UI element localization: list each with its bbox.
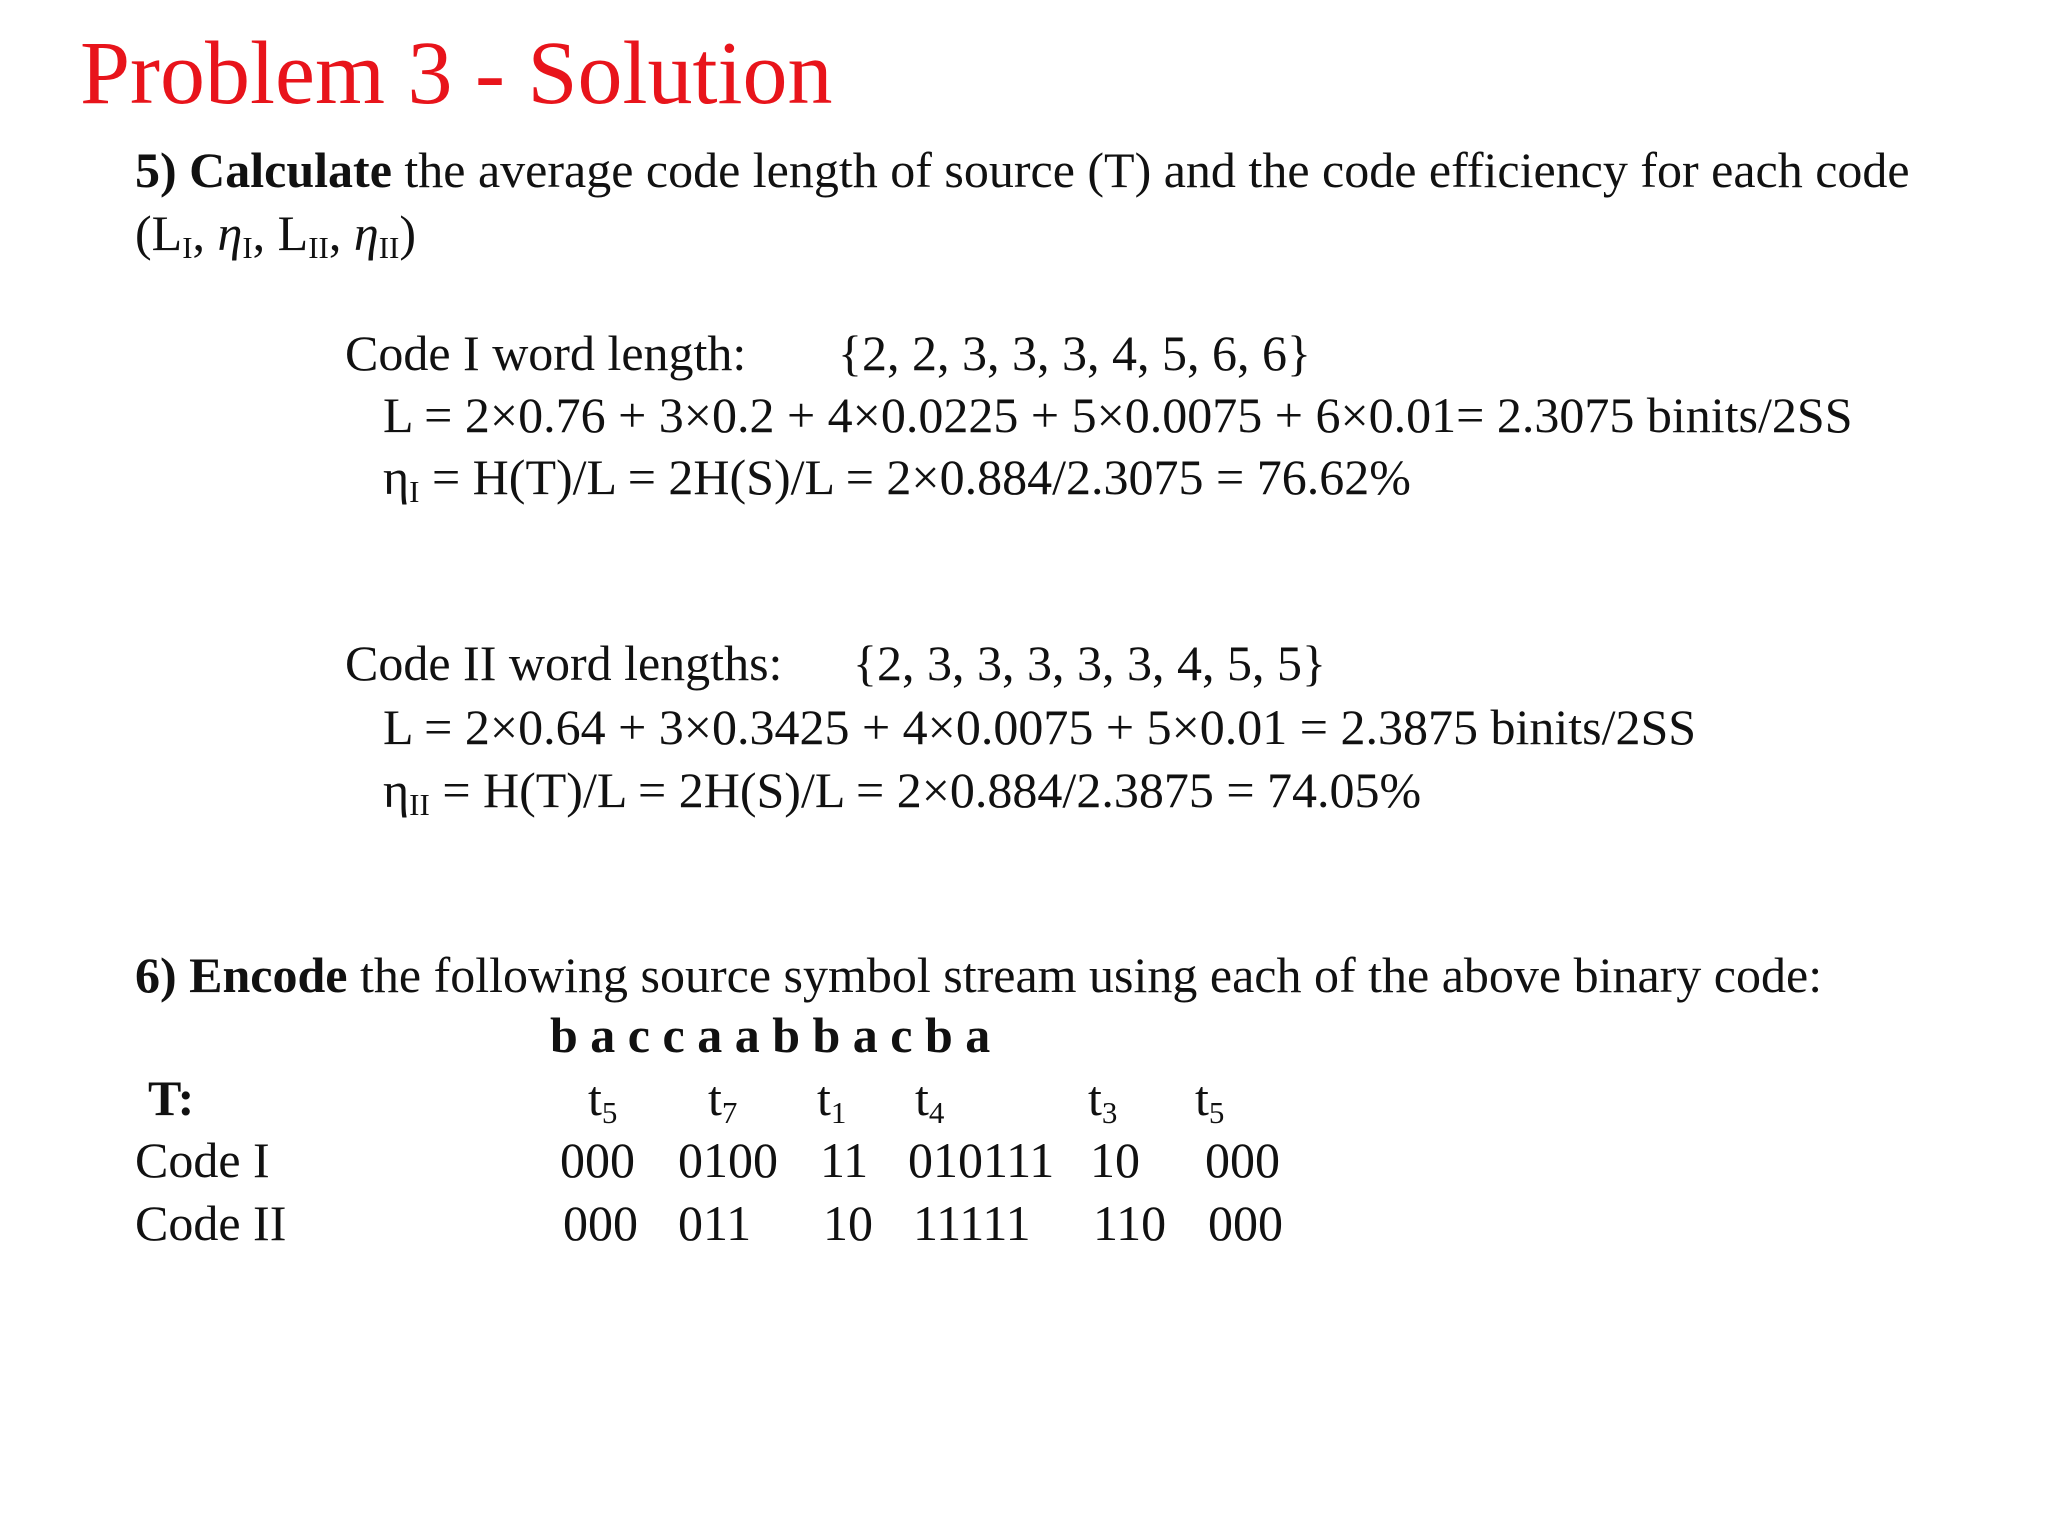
- page-title: Problem 3 - Solution: [80, 24, 833, 123]
- code1-cell: 010111: [908, 1132, 1055, 1188]
- sub-II: II: [378, 229, 400, 265]
- var-eta: η: [217, 205, 243, 261]
- code1-cell: 000: [560, 1132, 635, 1188]
- comma: ,: [328, 205, 354, 261]
- symbol-cell: $t_7$: [708, 1070, 738, 1130]
- question-6-line: [135, 945, 1822, 1005]
- paren-close: ): [399, 205, 416, 261]
- question-6-text: the following source symbol stream using each of the above binary code:: [360, 947, 1823, 1003]
- code2-lengths-set: {2, 3, 3, 3, 3, 3, 4, 5, 5}: [853, 635, 1326, 691]
- efficiency-equation: = H(T)/L = 2H(S)/L = 2×0.884/2.3875 = 74.05%: [429, 762, 1422, 818]
- comma: ,: [192, 205, 218, 261]
- efficiency-equation: = H(T)/L = 2H(S)/L = 2×0.884/2.3075 = 76.62%: [419, 449, 1411, 505]
- symbol-stream: b a c c a a b b a c b a: [550, 1007, 991, 1063]
- symbol-cell: $t_4$: [915, 1070, 945, 1130]
- code2-cell: 011: [678, 1195, 752, 1251]
- code2-heading: Code II word lengths:: [345, 635, 783, 691]
- code2-average-length: L = 2×0.64 + 3×0.3425 + 4×0.0075 + 5×0.01 = 2.3875 binits/2SS: [383, 699, 1697, 755]
- code1-heading: Code I word length:: [345, 325, 747, 381]
- var-L: L: [277, 205, 309, 261]
- var-L: L: [151, 205, 183, 261]
- sub-II: II: [308, 229, 329, 265]
- sub-I: I: [242, 229, 253, 265]
- question-5-text: the average code length of source (T) and the code efficiency for each code: [404, 142, 1910, 198]
- row-label-T: T:: [148, 1070, 195, 1126]
- symbol-cell: $t_5$: [588, 1070, 618, 1130]
- paren-open: (: [135, 205, 152, 261]
- code2-cell: 000: [563, 1195, 638, 1251]
- row-label-code1: Code I: [135, 1132, 270, 1188]
- code2-cell: 10: [823, 1195, 873, 1251]
- eta-subscript: II: [409, 786, 430, 822]
- code2-cell: 110: [1093, 1195, 1167, 1251]
- row-label-code2: Code II: [135, 1195, 287, 1251]
- question-5-line: [135, 140, 1910, 200]
- comma: ,: [252, 205, 278, 261]
- question-5-label: 5) Calculate: [135, 142, 392, 198]
- var-eta: η: [353, 205, 379, 261]
- code1-efficiency: [383, 447, 1411, 507]
- question-5-variables: [135, 203, 416, 263]
- symbol-cell: $t_3$: [1088, 1070, 1118, 1130]
- eta-subscript: I: [409, 473, 420, 509]
- code1-cell: 10: [1090, 1132, 1140, 1188]
- code1-cell: 0100: [678, 1132, 778, 1188]
- code1-average-length: L = 2×0.76 + 3×0.2 + 4×0.0225 + 5×0.0075 + 6×0.01= 2.3075 binits/2SS: [383, 387, 1853, 443]
- code1-lengths-set: {2, 2, 3, 3, 3, 4, 5, 6, 6}: [838, 325, 1311, 381]
- eta-symbol: η: [383, 762, 410, 818]
- code1-cell: 11: [820, 1132, 869, 1188]
- symbol-cell: $t_1$: [817, 1070, 847, 1130]
- symbol-cell: $t_5$: [1195, 1070, 1225, 1130]
- question-6-label: 6) Encode: [135, 947, 348, 1003]
- code2-cell: 000: [1208, 1195, 1283, 1251]
- sub-I: I: [182, 229, 193, 265]
- code1-cell: 000: [1205, 1132, 1280, 1188]
- eta-symbol: η: [383, 449, 410, 505]
- code2-efficiency: [383, 760, 1421, 820]
- code2-cell: 11111: [913, 1195, 1031, 1251]
